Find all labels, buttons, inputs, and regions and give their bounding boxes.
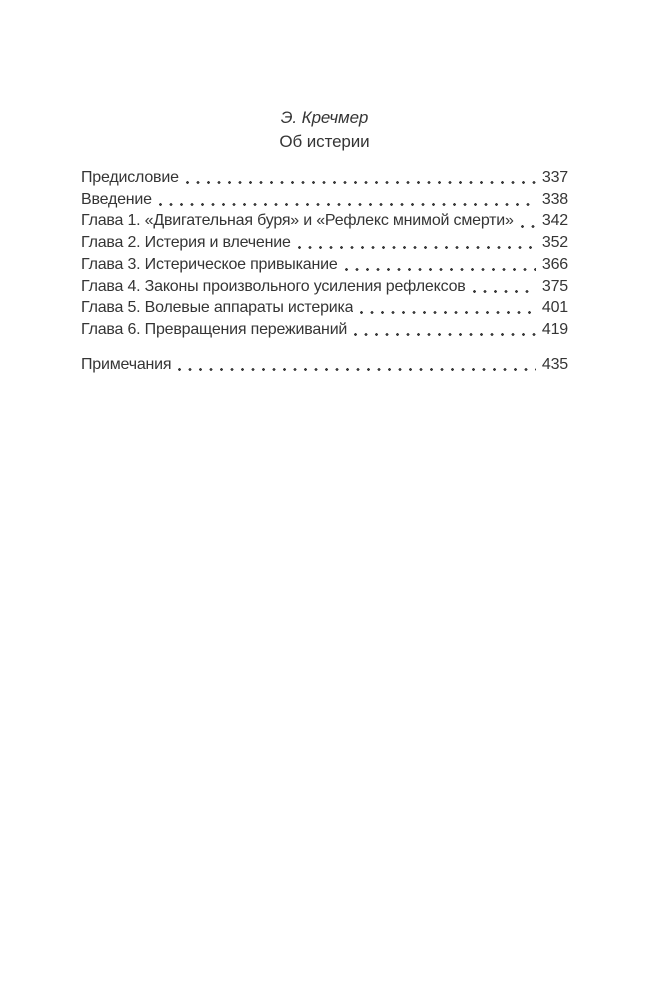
toc-entry (81, 254, 568, 276)
toc-entry-title: Глава 4. Законы произвольного усиления рефлексов (81, 277, 466, 295)
toc-list (81, 167, 568, 375)
toc-entry (81, 232, 568, 254)
toc-entry (81, 297, 568, 319)
toc-entry-page: 338 (541, 190, 568, 208)
toc-entry-page: 366 (541, 255, 568, 273)
toc-entry (81, 189, 568, 211)
leader-dots (345, 268, 536, 271)
toc-entry-title: Предисловие (81, 169, 179, 186)
toc-entry-title: Глава 6. Превращения переживаний (81, 320, 348, 338)
leader-dots (473, 290, 536, 293)
toc-entry (81, 354, 568, 376)
leader-dots (354, 333, 536, 336)
leader-dots (521, 225, 536, 228)
toc-entry-title: Глава 2. Истерия и влечение (81, 234, 291, 252)
toc-entry (81, 319, 568, 341)
book-author: Э. Кречмер (280, 108, 369, 127)
toc-entry (81, 276, 568, 298)
leader-dots (360, 311, 536, 314)
book-title: Об истерии (279, 132, 370, 151)
toc-entry-page: 435 (541, 355, 568, 373)
page-header (81, 106, 568, 154)
toc-entry-title: Глава 3. Истерическое привыкание (81, 255, 338, 273)
toc-entry-title: Глава 5. Волевые аппараты истерика (81, 299, 354, 317)
page-content (81, 0, 568, 375)
toc-entry-title: Глава 1. «Двигательная буря» и «Рефлекс мнимой смерти» (81, 212, 514, 230)
leader-dots (159, 203, 536, 206)
leader-dots (178, 368, 536, 371)
toc-entry-page: 401 (541, 299, 568, 317)
toc-entry (81, 167, 568, 189)
toc-entry (81, 210, 568, 232)
toc-entry-page: 375 (541, 277, 568, 295)
toc-entry-page: 337 (541, 169, 568, 186)
toc-entry-page: 419 (541, 320, 568, 338)
toc-entry-page: 352 (541, 234, 568, 252)
toc-entry-title: Примечания (81, 355, 172, 373)
leader-dots (298, 246, 536, 249)
leader-dots (186, 181, 536, 184)
toc-entry-page: 342 (541, 212, 568, 230)
toc-entry-title: Введение (81, 190, 152, 208)
